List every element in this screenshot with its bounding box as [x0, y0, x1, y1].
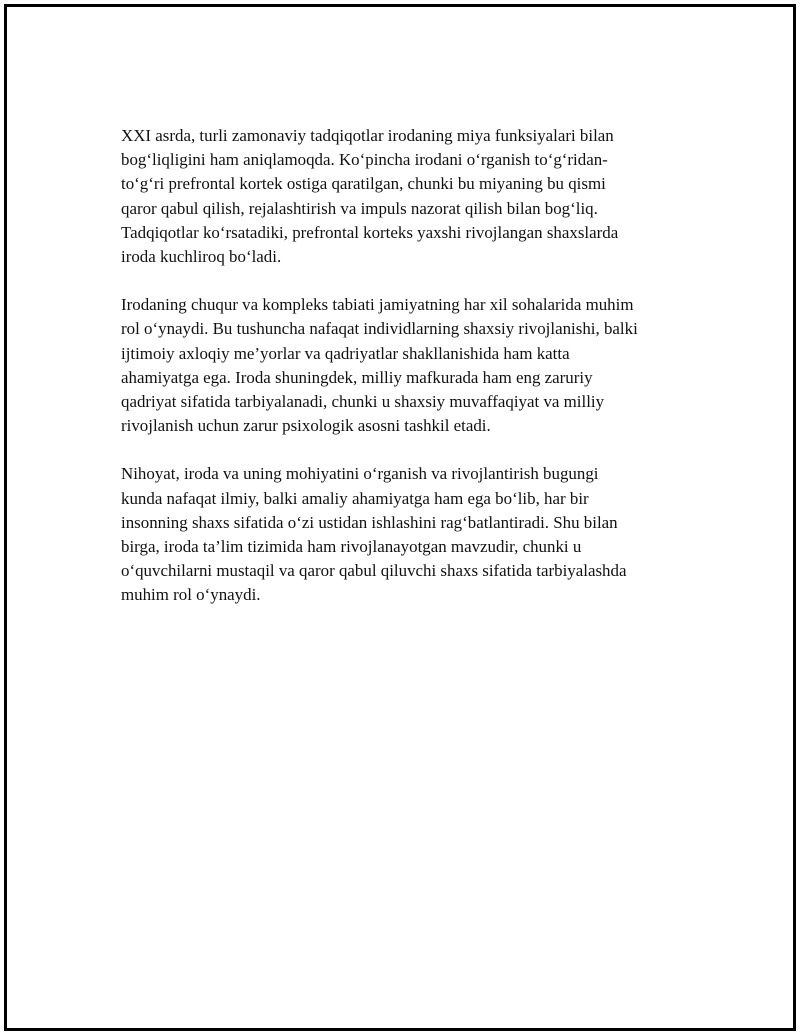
paragraph-line: iroda kuchliroq bo‘ladi. [121, 247, 282, 267]
paragraph-line: Nihoyat, iroda va uning mohiyatini o‘rganish va rivojlantirish bugungi [121, 464, 599, 484]
paragraph-line: ahamiyatga ega. Iroda shuningdek, milliy mafkurada ham eng zaruriy [121, 367, 593, 387]
document-body [121, 124, 711, 632]
page-frame [4, 4, 796, 1031]
paragraph-line: birga, iroda ta’lim tizimida ham rivojlanayotgan mavzudir, chunki u [121, 537, 582, 557]
paragraph-1 [121, 124, 711, 269]
paragraph-line: XXI asrda, turli zamonaviy tadqiqotlar irodaning miya funksiyalari bilan [121, 126, 614, 145]
paragraph-2 [121, 293, 711, 438]
paragraph-line: qaror qabul qilish, rejalashtirish va impuls nazorat qilish bilan bog‘liq. [121, 198, 598, 218]
paragraph-line: muhim rol o‘ynaydi. [121, 585, 261, 605]
paragraph-line: bog‘liqligini ham aniqlamoqda. Ko‘pincha irodani o‘rganish to‘g‘ridan- [121, 150, 608, 170]
paragraph-3 [121, 462, 711, 607]
paragraph-line: rol o‘ynaydi. Bu tushuncha nafaqat individlarning shaxsiy rivojlanishi, balki [121, 319, 638, 339]
paragraph-line: ijtimoiy axloqiy me’yorlar va qadriyatlar shakllanishida ham katta [121, 343, 570, 363]
paragraph-line: insonning shaxs sifatida o‘zi ustidan ishlashini rag‘batlantiradi. Shu bilan [121, 512, 618, 532]
paragraph-line: o‘quvchilarni mustaqil va qaror qabul qiluvchi shaxs sifatida tarbiyalashda [121, 561, 627, 581]
paragraph-line: kunda nafaqat ilmiy, balki amaliy ahamiyatga ham ega bo‘lib, har bir [121, 488, 589, 508]
paragraph-line: to‘g‘ri prefrontal kortek ostiga qaratilgan, chunki bu miyaning bu qismi [121, 174, 606, 194]
paragraph-line: Tadqiqotlar ko‘rsatadiki, prefrontal korteks yaxshi rivojlangan shaxslarda [121, 222, 619, 242]
paragraph-line: qadriyat sifatida tarbiyalanadi, chunki u shaxsiy muvaffaqiyat va milliy [121, 392, 605, 412]
paragraph-line: Irodaning chuqur va kompleks tabiati jamiyatning har xil sohalarida muhim [121, 295, 634, 315]
paragraph-line: rivojlanish uchun zarur psixologik asosni tashkil etadi. [121, 416, 491, 436]
